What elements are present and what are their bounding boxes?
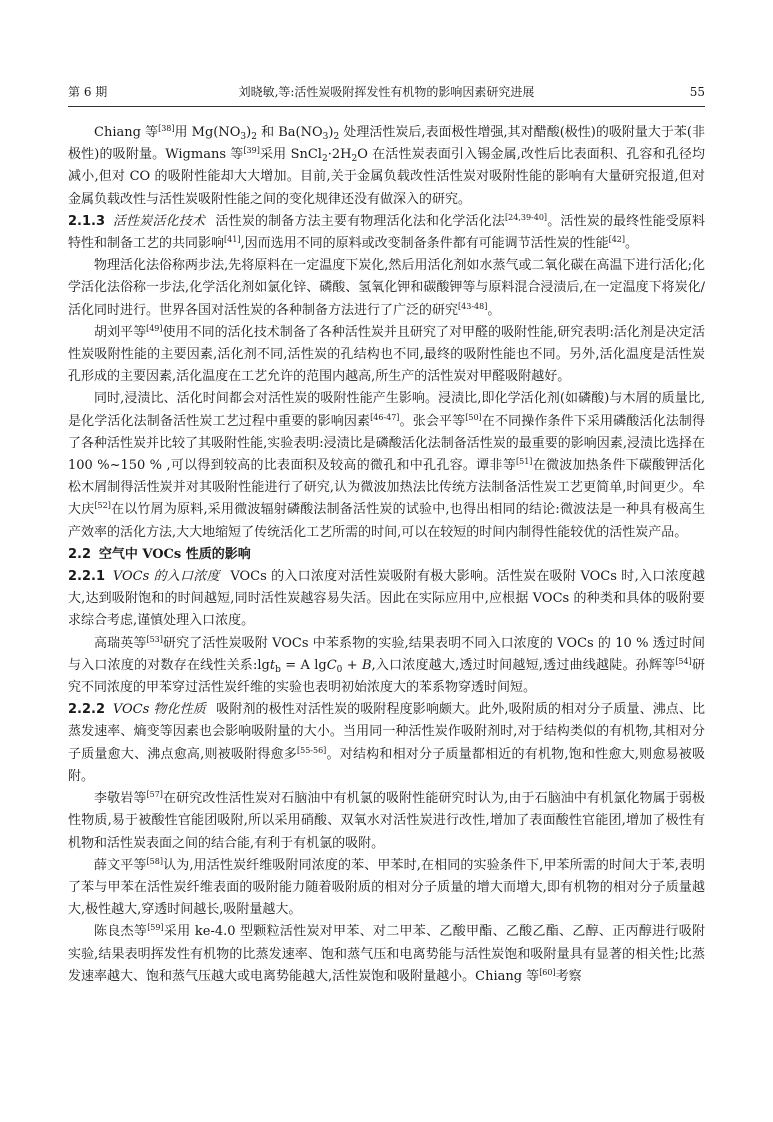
paragraph-formaldehyde: 胡刘平等[49]使用不同的活化技术制备了各种活性炭并且研究了对甲醛的吸附性能,研究表明:活化剂是决定活性炭吸附性能的主要因素,活化剂不同,活性炭的孔结构也不同,最终的吸附性能也不同。另外,活化温度是活性炭孔形成的主要因素,活化温度在工艺允许的范围内越高,所生产的活性炭对甲醛吸附越好。 <box>68 323 705 385</box>
paragraph-impregnation: 同时,浸渍比、活化时间都会对活性炭的吸附性能产生影响。浸渍比,即化学活化剂(如磷酸)与木屑的质量比,是化学活化法制备活性炭工艺过程中重要的影响因素[46-47]。张会平等[50]在不同操作条件下采用磷酸活化法制得了各种活性炭并比较了其吸附性能,实验表明:浸渍比是磷酸活化法制备活性炭的最重要的影响因素,浸渍比选择在 100 %~150 % ,可以得到较高的比表面积及较高的微孔和中孔孔容。谭非等[51]在微波加热条件下碳酸钾活化松木屑制得活性炭并对其吸附性能进行了研究,认为微波加热法比传统方法制备活性炭工艺更简单,时间更少。牟大庆[52]在以竹屑为原料,采用微波辐射磷酸法制备活性炭的试验中,也得出相同的结论:微波法是一种具有极高生产效率的活化方法,大大地缩短了传统活化工艺所需的时间,可以在较短的时间内制得性能较优的活性炭产品。 <box>68 391 705 540</box>
page-number: 55 <box>689 85 705 99</box>
paragraph-evaporation-rate: 陈良杰等[59]采用 ke-4.0 型颗粒活性炭对甲苯、对二甲苯、乙酸甲酯、乙酸乙酯、乙醇、正丙醇进行吸附实验,结果表明挥发性有机物的比蒸发速率、饱和蒸气压和电离势能与活性炭饱和吸附量具有显著的相关性;比蒸发速率越大、饱和蒸气压越大或电离势能越大,活性炭饱和吸附量越小。Chiang 等[60]考察 <box>68 923 705 984</box>
section-title: 空气中 VOCs 性质的影响 <box>98 546 251 562</box>
section-number: 2.2 <box>68 546 92 562</box>
citation: [55-56] <box>297 745 327 755</box>
section-title: VOCs 的入口浓度 <box>112 569 220 585</box>
section-number: 2.2.1 <box>68 569 106 585</box>
section-2-2 <box>68 544 705 566</box>
section-2-2-2: 2.2.2 VOCs 物化性质 吸附剂的极性对活性炭的吸附程度影响颇大。此外,吸附质的相对分子质量、沸点、比蒸发速率、熵变等因素也会影响吸附量的大小。当用同一种活性炭作吸附剂时,对于结构类似的有机物,其相对分子质量愈大、沸点愈高,则被吸附得愈多[55-56]。对结构和相对分子质量都相近的有机物,饱和性愈大,则愈易被吸附。 <box>68 702 706 784</box>
citation: [39] <box>243 146 260 156</box>
section-title: 活性炭活化技术 <box>112 213 206 229</box>
citation: [50] <box>465 412 482 422</box>
citation: [43-48] <box>458 301 488 311</box>
citation: [53] <box>146 634 163 644</box>
section-number: 2.2.2 <box>68 702 106 718</box>
citation: [46-47] <box>370 412 400 422</box>
citation: [54] <box>675 656 692 666</box>
running-title: 刘晓敏,等:活性炭吸附挥发性有机物的影响因素研究进展 <box>238 85 535 99</box>
section-2-1-3: 2.1.3 活性炭活化技术 活性炭的制备方法主要有物理活化法和化学活化法[24,39-40]。活性炭的最终性能受原料特性和制备工艺的共同影响[41],因而选用不同的原料或改变制备条件都有可能调节活性炭的性能[42]。 <box>68 212 705 252</box>
citation: [49] <box>146 323 163 333</box>
citation: [38] <box>158 124 175 133</box>
paragraph-organic-chlorine: 李敬岩等[57]在研究改性活性炭对石脑油中有机氯的吸附性能研究时认为,由于石脑油中有机氯化物属于弱极性物质,易于被酸性官能团吸附,所以采用硝酸、双氧水对活性炭进行改性,增加了表面酸性官能团,增加了极性有机物和活性炭表面之间的结合能,有利于有机氯的吸附。 <box>68 790 705 851</box>
article-body <box>68 122 705 988</box>
citation: [58] <box>146 856 163 866</box>
section-2-2-1: 2.2.1 VOCs 的入口浓度 VOCs 的入口浓度对活性炭吸附有极大影响。活性炭在吸附 VOCs 时,入口浓度越大,达到吸附饱和的时间越短,同时活性炭越容易失活。因此在实际应用中,应根据 VOCs 的种类和具体的吸附要求综合考虑,谨慎处理入口浓度。 <box>68 569 705 629</box>
citation: [51] <box>515 457 533 467</box>
citation: [59] <box>147 923 164 933</box>
citation: [24,39-40] <box>505 212 548 222</box>
paragraph-metal-modification: Chiang 等[38]用 $Mg(NO_3)_2$ 和 $Ba(NO_3)_2$ 处理活性炭后,表面极性增强,其对醋酸(极性)的吸附量大于苯(非极性)的吸附量。Wigmans 等[39]采用 $SnCl_2\cdot 2H_2O$ 在活性炭表面引入锡金属,改性后比表面积、孔容和孔径均减小,但对 CO 的吸附性能却大大增加。目前,关于金属负载改性活性炭对吸附性能的影响有大量研究报道,但对金属负载改性与活性炭吸附性能之间的变化规律还没有做深入的研究。 <box>68 124 705 207</box>
paragraph-benzene-toluene: 薛文平等[58]认为,用活性炭纤维吸附同浓度的苯、甲苯时,在相同的实验条件下,甲苯所需的时间大于苯,表明了苯与甲苯在活性炭纤维表面的吸附能力随着吸附质的相对分子质量的增大而增大,即有机物的相对分子质量越大,极性越大,穿透时间越长,吸附量越大。 <box>68 856 705 918</box>
section-number: 2.1.3 <box>68 213 106 229</box>
citation: [41] <box>224 235 241 245</box>
citation: [42] <box>608 235 625 245</box>
citation: [60] <box>539 967 556 977</box>
citation: [52] <box>94 501 111 511</box>
paragraph-inlet-concentration: 高瑞英等[53]研究了活性炭吸附 VOCs 中苯系物的实验,结果表明不同入口浓度的 VOCs 的 10 % 透过时间与入口浓度的对数存在线性关系:lgt$_b$ = A lgC$_0$ + B,入口浓度越大,透过时间越短,透过曲线越陡。孙辉等[54]研究不同浓度的甲苯穿过活性炭纤维的实验也表明初始浓度大的苯系物穿透时间短。 <box>68 634 705 696</box>
issue-number: 第 6 期 <box>68 85 108 99</box>
section-title: VOCs 物化性质 <box>112 702 206 718</box>
running-header <box>68 84 705 107</box>
citation: [57] <box>146 790 163 800</box>
paragraph-activation-methods: 物理活化法俗称两步法,先将原料在一定温度下炭化,然后用活化剂如水蒸气或二氧化碳在高温下进行活化;化学活化法俗称一步法,化学活化剂如氯化锌、磷酸、氢氧化钾和碳酸钾等与原料混合浸渍后,在一定温度下将炭化/活化同时进行。世界各国对活性炭的各种制备方法进行了广泛的研究[43-48]。 <box>68 258 705 318</box>
